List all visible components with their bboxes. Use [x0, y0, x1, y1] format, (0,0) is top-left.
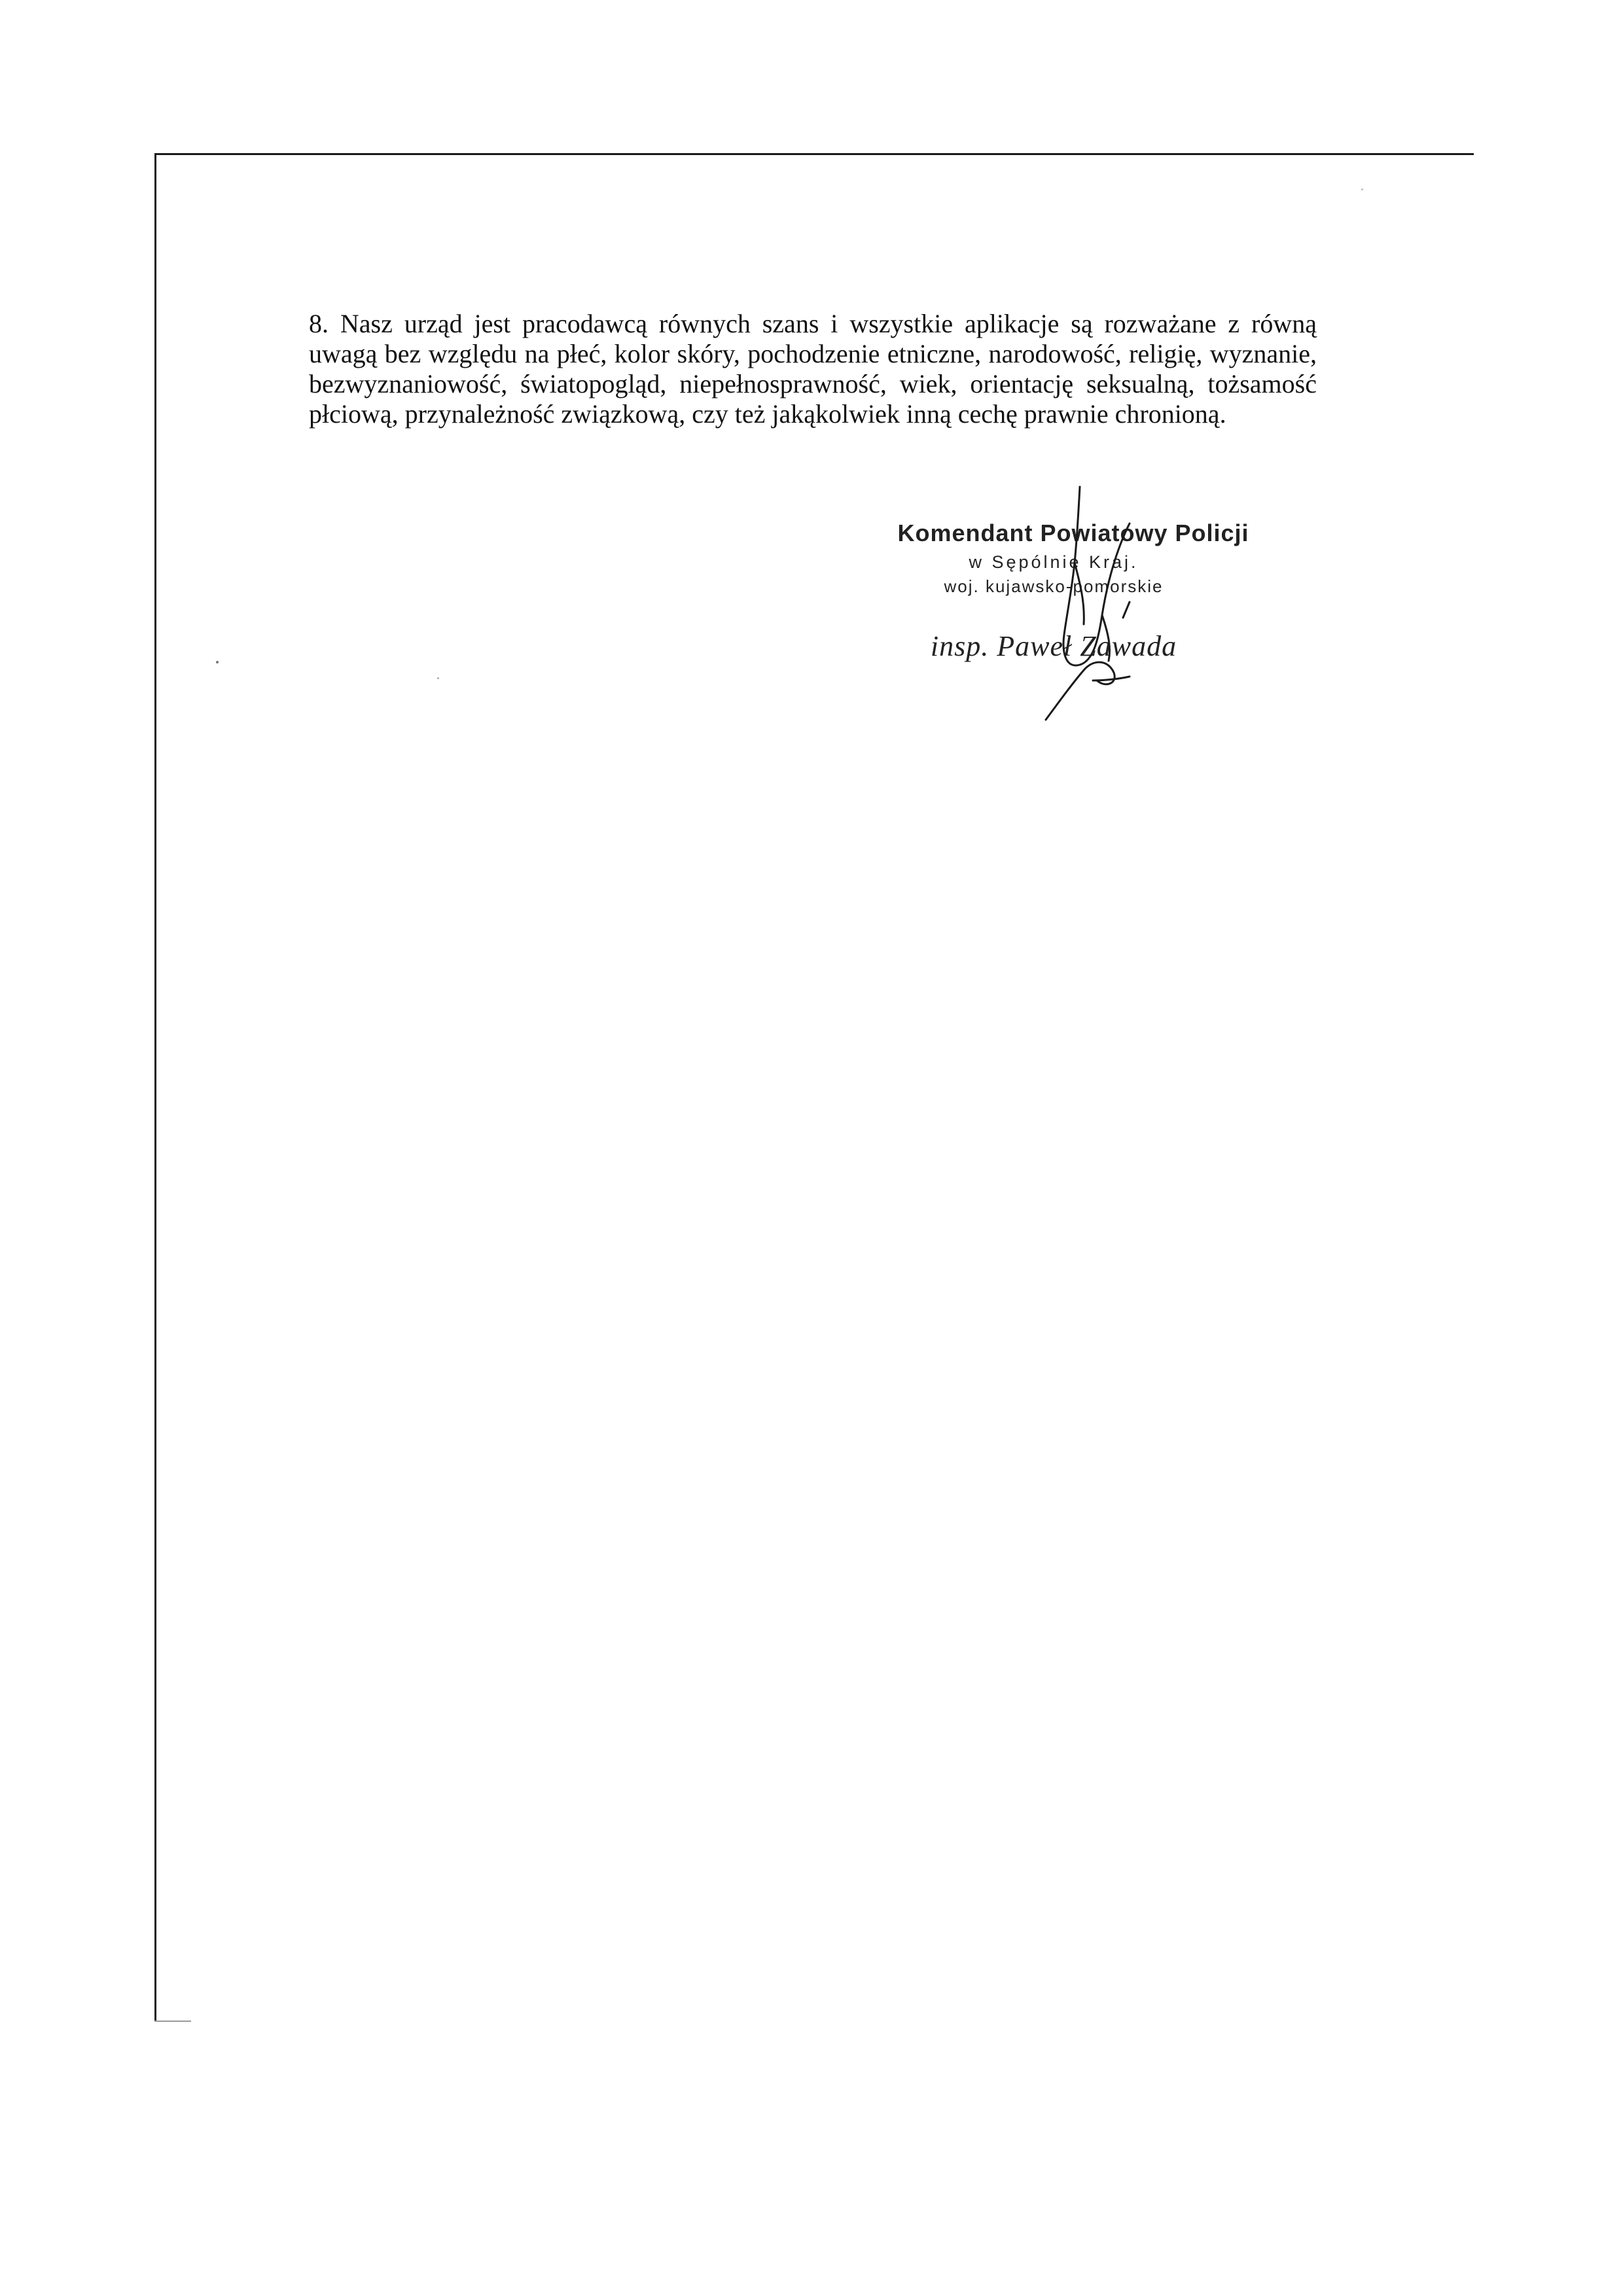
stamp-region: woj. kujawsko-pomorskie: [944, 576, 1164, 596]
stamp-signer-name: insp. Paweł Zawada: [930, 630, 1177, 662]
stamp-title: Komendant Powiatowy Policji: [897, 520, 1249, 546]
handwritten-signature: [969, 484, 1165, 733]
scan-speck: [437, 677, 439, 679]
scan-speck: [1361, 188, 1363, 190]
stamp-city: w Sępólnie Kraj.: [969, 552, 1139, 572]
page-frame-left-border: [154, 153, 156, 2022]
paragraph-8: 8. Nasz urząd jest pracodawcą równych szans i wszystkie aplikacje są rozważane z równą uwagą bez względu na płeć, kolor skóry, pochodzenie etniczne, narodowość, religię, wyznanie, bezwyznaniowość, światopogląd, niepełnosprawność, wiek, orientację seksualną, tożsamość płciową, przynależność związkową, czy też jakąkolwiek inną cechę prawnie chronioną.: [309, 309, 1317, 429]
page-frame-bottom-mark: [154, 2021, 191, 2022]
scan-speck: [216, 661, 219, 663]
page-frame-top-border: [154, 153, 1474, 155]
